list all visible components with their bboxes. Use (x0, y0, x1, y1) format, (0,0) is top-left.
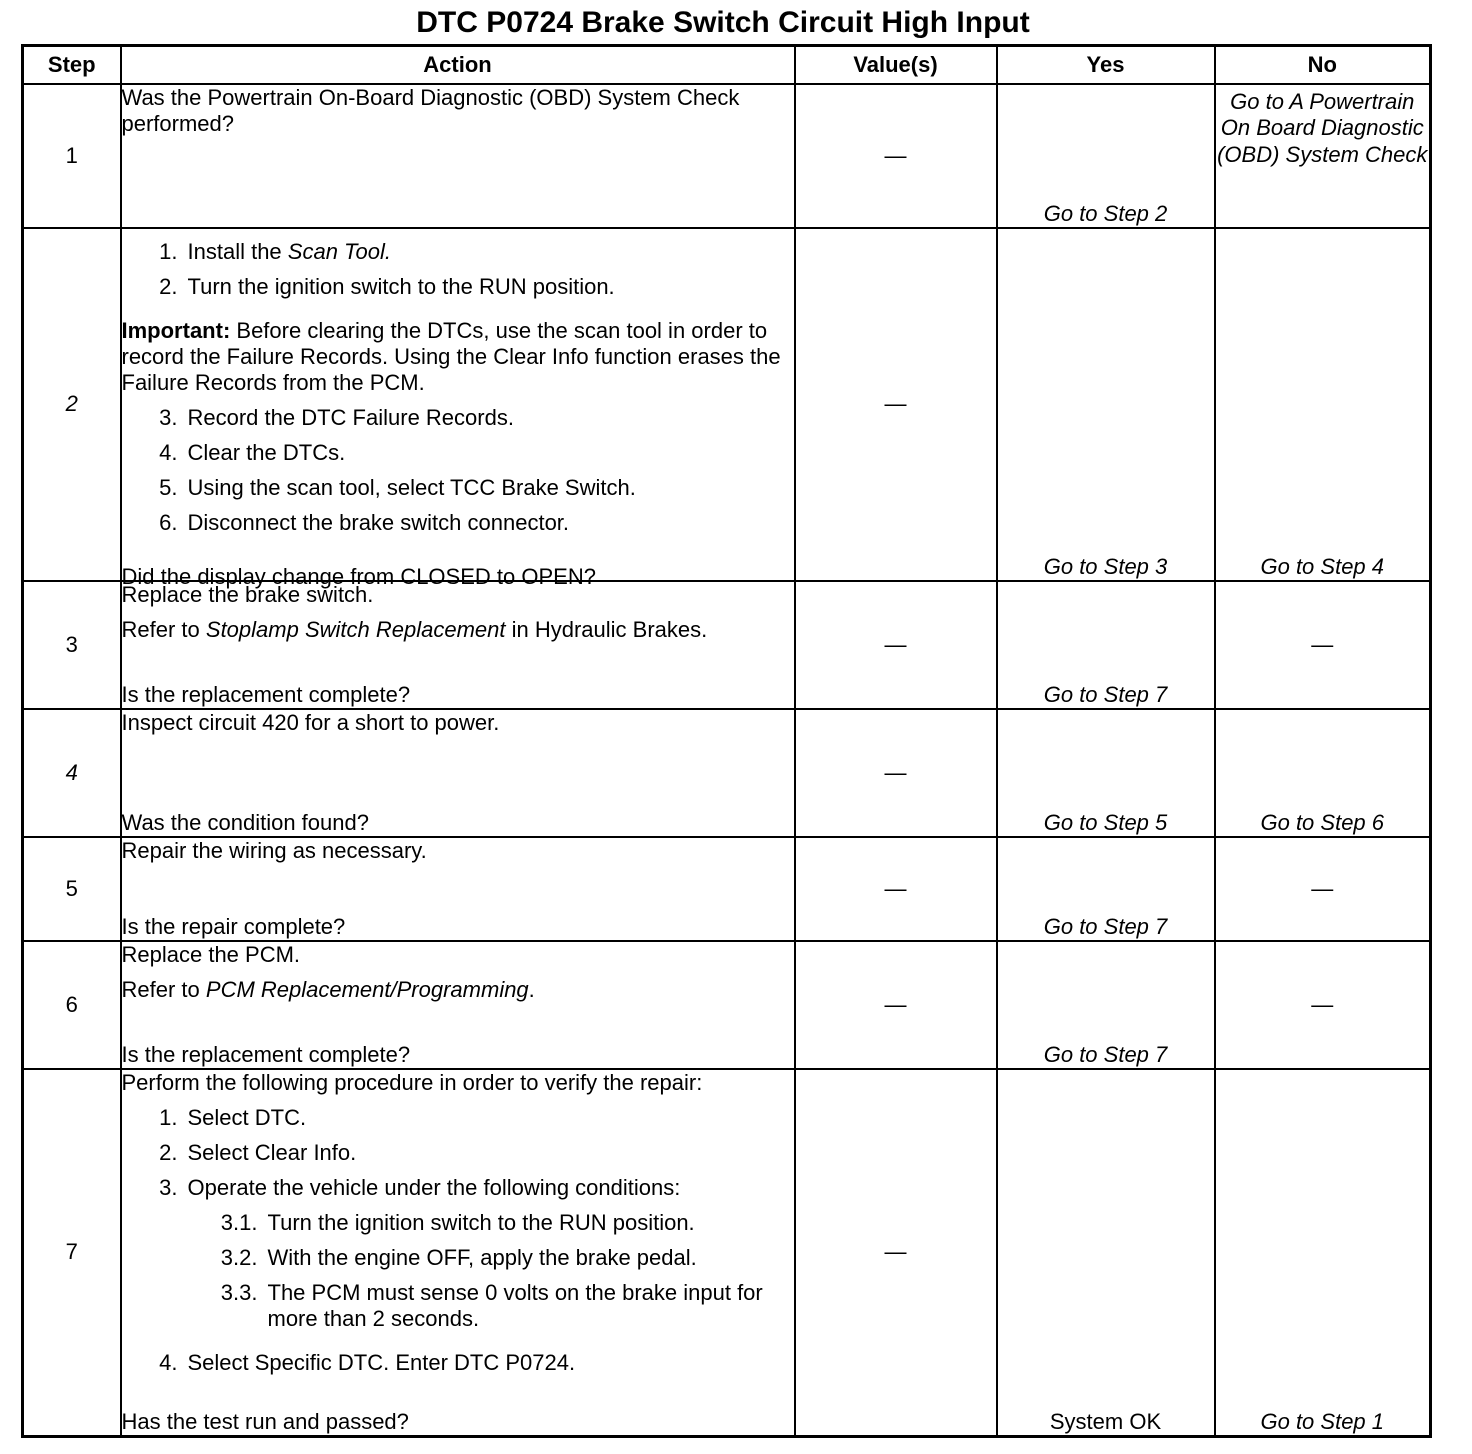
header-values: Value(s) (795, 46, 997, 84)
no-link-target: A Powertrain On Board Diagnostic (OBD) System Check (1217, 88, 1428, 167)
action-reference: Refer to PCM Replacement/Programming. (121, 976, 535, 1002)
step-number: 7 (23, 1069, 121, 1437)
list-item (122, 1280, 794, 1332)
sub-step-list (122, 1210, 794, 1341)
action-text: Inspect circuit 420 for a short to power. (121, 709, 500, 735)
no-link-prefix: Go to (1230, 88, 1284, 114)
table-row (23, 228, 1431, 581)
step-list (122, 1105, 794, 1210)
action-text: Replace the brake switch. (121, 581, 374, 607)
list-item (122, 1245, 794, 1271)
header-row (23, 46, 1431, 84)
no-link[interactable]: Go to Step 4 (1215, 228, 1431, 581)
step-list (122, 1350, 794, 1385)
step-number: 3 (23, 581, 121, 709)
reference-prefix: Refer to (121, 616, 200, 642)
page-title: DTC P0724 Brake Switch Circuit High Input (416, 6, 1030, 39)
step-number: 1 (23, 84, 121, 228)
important-label: Important: (121, 317, 231, 343)
reference-title[interactable]: PCM Replacement/Programming (205, 976, 529, 1002)
dash: — (884, 759, 907, 785)
item-text: Clear the DTCs. (187, 439, 346, 465)
item-number: 4. (159, 1349, 178, 1375)
header-action: Action (121, 46, 795, 84)
item-text: Using the scan tool, select TCC Brake Switch. (187, 474, 636, 500)
table-row (23, 84, 1431, 228)
action-question: Was the condition found? (121, 809, 369, 835)
action-reference (122, 617, 794, 643)
important-text: Before clearing the DTCs, use the scan tool in order to record the Failure Records. Using the Clear Info function erases the Failure Records from the PCM. (121, 317, 781, 395)
yes-result: System OK (997, 1069, 1215, 1437)
list-item (122, 239, 794, 265)
dash: — (884, 142, 907, 168)
dash: — (884, 991, 907, 1017)
value-cell (795, 941, 997, 1069)
no-link[interactable] (1215, 84, 1431, 228)
dash: — (1311, 631, 1334, 657)
dash: — (884, 1239, 907, 1265)
action-question: Is the replacement complete? (121, 681, 411, 707)
no-link[interactable]: Go to Step 6 (1215, 709, 1431, 837)
item-number: 3.2. (220, 1244, 258, 1270)
no-link[interactable]: Go to Step 1 (1215, 1069, 1431, 1437)
item-number: 4. (159, 439, 178, 465)
dash: — (1311, 991, 1334, 1017)
reference-title[interactable]: Stoplamp Switch Replacement (205, 616, 506, 642)
item-text: Turn the ignition switch to the RUN position. (267, 1209, 695, 1235)
action-cell (121, 1069, 795, 1437)
action-cell (121, 84, 795, 228)
header-no: No (1215, 46, 1431, 84)
list-item (122, 274, 794, 300)
action-question: Did the display change from CLOSED to OPEN? (121, 563, 596, 589)
list-item (122, 1105, 794, 1131)
item-text: Turn the ignition switch to the RUN position. (187, 273, 615, 299)
table-row (23, 709, 1431, 837)
item-text: Record the DTC Failure Records. (187, 404, 514, 430)
item-text: Select Specific DTC. Enter DTC P0724. (187, 1349, 576, 1375)
item-text: Select DTC. (187, 1104, 307, 1130)
list-item (122, 1350, 794, 1376)
important-note (122, 318, 794, 396)
yes-link[interactable]: Go to Step 7 (997, 837, 1215, 941)
reference-suffix: in Hydraulic Brakes. (511, 616, 708, 642)
header-step: Step (23, 46, 121, 84)
no-cell (1215, 837, 1431, 941)
yes-link[interactable]: Go to Step 5 (997, 709, 1215, 837)
dash: — (884, 391, 907, 416)
no-cell (1215, 581, 1431, 709)
item-text: Install the (187, 238, 282, 264)
action-text: Repair the wiring as necessary. (121, 837, 427, 863)
yes-link[interactable]: Go to Step 7 (997, 581, 1215, 709)
value-cell (795, 84, 997, 228)
item-number: 1. (159, 1104, 178, 1130)
action-question: Is the repair complete? (121, 913, 346, 939)
list-item (122, 405, 794, 431)
list-item (122, 1140, 794, 1166)
list-item (122, 440, 794, 466)
dash: — (1311, 875, 1334, 901)
action-cell (121, 941, 795, 1069)
table-row (23, 1069, 1431, 1437)
action-text: Replace the PCM. (121, 941, 301, 967)
list-item (122, 475, 794, 501)
header-yes: Yes (997, 46, 1215, 84)
item-number: 3.1. (220, 1209, 258, 1235)
value-cell (795, 709, 997, 837)
item-number: 2. (159, 1139, 178, 1165)
value-cell (795, 228, 997, 581)
reference-prefix: Refer to (121, 976, 200, 1002)
item-number: 2. (159, 273, 178, 299)
item-number: 3.3. (220, 1279, 258, 1305)
item-text: Disconnect the brake switch connector. (187, 509, 570, 535)
action-cell (121, 581, 795, 709)
step-number: 6 (23, 941, 121, 1069)
item-number: 1. (159, 238, 178, 264)
action-cell (121, 228, 795, 589)
step-list (122, 405, 794, 545)
item-text: Operate the vehicle under the following conditions: (187, 1174, 681, 1200)
item-number: 6. (159, 509, 178, 535)
item-text: The PCM must sense 0 volts on the brake input for more than 2 seconds. (267, 1279, 763, 1331)
list-item (122, 1175, 794, 1201)
table-row (23, 941, 1431, 1069)
action-question: Was the Powertrain On-Board Diagnostic (OBD) System Check performed? (121, 84, 740, 136)
value-cell (795, 837, 997, 941)
step-list (122, 239, 794, 309)
dash: — (884, 631, 907, 657)
item-ref: Scan Tool. (287, 238, 391, 264)
action-cell (121, 837, 795, 941)
value-cell (795, 581, 997, 709)
no-cell (1215, 941, 1431, 1069)
yes-link[interactable]: Go to Step 7 (997, 941, 1215, 1069)
item-number: 3. (159, 1174, 178, 1200)
dash: — (884, 875, 907, 901)
action-cell (121, 709, 795, 837)
action-question: Is the replacement complete? (121, 1041, 411, 1067)
action-text: Perform the following procedure in order to verify the repair: (121, 1069, 703, 1095)
action-question: Has the test run and passed? (121, 1409, 409, 1434)
diagnostic-table (21, 44, 1432, 1438)
item-text: Select Clear Info. (187, 1139, 357, 1165)
step-number: 4 (23, 709, 121, 837)
value-cell (795, 1069, 997, 1437)
yes-link[interactable]: Go to Step 3 (997, 228, 1215, 581)
list-item (122, 510, 794, 536)
step-number: 2 (23, 228, 121, 581)
item-number: 3. (159, 404, 178, 430)
table-row (23, 581, 1431, 709)
list-item (122, 1210, 794, 1236)
table-row (23, 837, 1431, 941)
item-number: 5. (159, 474, 178, 500)
item-text: With the engine OFF, apply the brake pedal. (267, 1244, 697, 1270)
step-number: 5 (23, 837, 121, 941)
yes-link[interactable]: Go to Step 2 (997, 84, 1215, 228)
